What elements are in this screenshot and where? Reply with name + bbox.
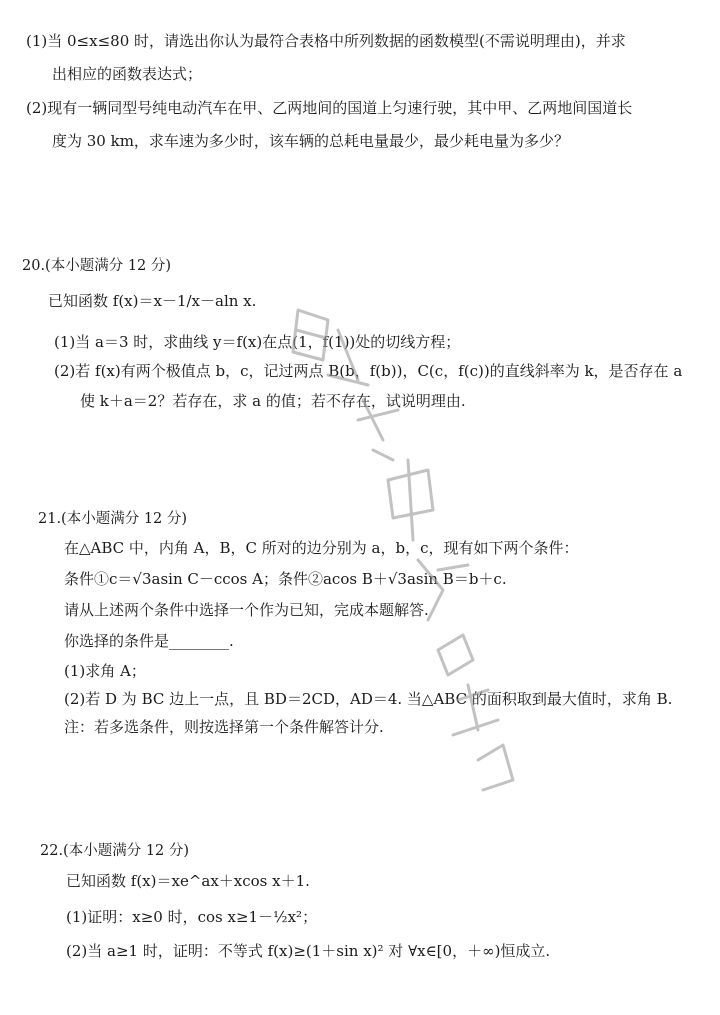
q19-part1-line2: 出相应的函数表达式； [52,65,203,83]
q19-part2-line1: (2)现有一辆同型号纯电动汽车在甲、乙两地间的国道上匀速行驶，其中甲、乙两地间国道长 [26,99,633,117]
q22-heading: 22.(本小题满分 12 分) [40,843,190,859]
q21-part1: (1)求角 A； [64,662,146,680]
q21-choice-prompt: 你选择的条件是________. [64,632,234,650]
q19-part1-line1: (1)当 0≤x≤80 时，请选出你认为最符合表格中所列数据的函数模型(不需说明理由)，并求 [26,32,626,50]
q21-instruction: 请从上述两个条件中选择一个作为已知，完成本题解答. [64,601,429,619]
q22-part1: (1)证明：x≥0 时，cos x≥1－½x²； [66,908,318,926]
q21-part2: (2)若 D 为 BC 边上一点，且 BD＝2CD，AD＝4. 当△ABC 的面积取到最大值时，求角 B. [64,690,673,708]
q22-part2: (2)当 a≥1 时，证明：不等式 f(x)≥(1＋sin x)² 对 ∀x∈[0，＋∞)恒成立. [66,942,551,960]
q21-intro: 在△ABC 中，内角 A，B，C 所对的边分别为 a，b，c，现有如下两个条件： [64,539,579,557]
q20-part2-line2: 使 k＋a＝2？若存在，求 a 的值；若不存在，试说明理由. [80,392,466,410]
q22-given: 已知函数 f(x)＝xe^ax＋xcos x＋1. [66,872,310,890]
q21-note: 注：若多选条件，则按选择第一个条件解答计分. [64,718,384,736]
q20-heading: 20.(本小题满分 12 分) [22,258,172,274]
q20-part2-line1: (2)若 f(x)有两个极值点 b，c，记过两点 B(b，f(b))，C(c，f(c))的直线斜率为 k，是否存在 a [54,362,683,380]
q21-conditions: 条件①c＝√3asin C－ccos A；条件②acos B＋√3asin B＝b＋c. [64,570,507,588]
q21-heading: 21.(本小题满分 12 分) [38,511,188,527]
q20-part1: (1)当 a＝3 时，求曲线 y＝f(x)在点(1，f(1))处的切线方程； [54,333,461,351]
q20-given: 已知函数 f(x)＝x－1/x－aln x. [48,292,257,310]
q19-part2-line2: 度为 30 km，求车速为多少时，该车辆的总耗电量最少，最少耗电量为多少？ [52,132,569,150]
